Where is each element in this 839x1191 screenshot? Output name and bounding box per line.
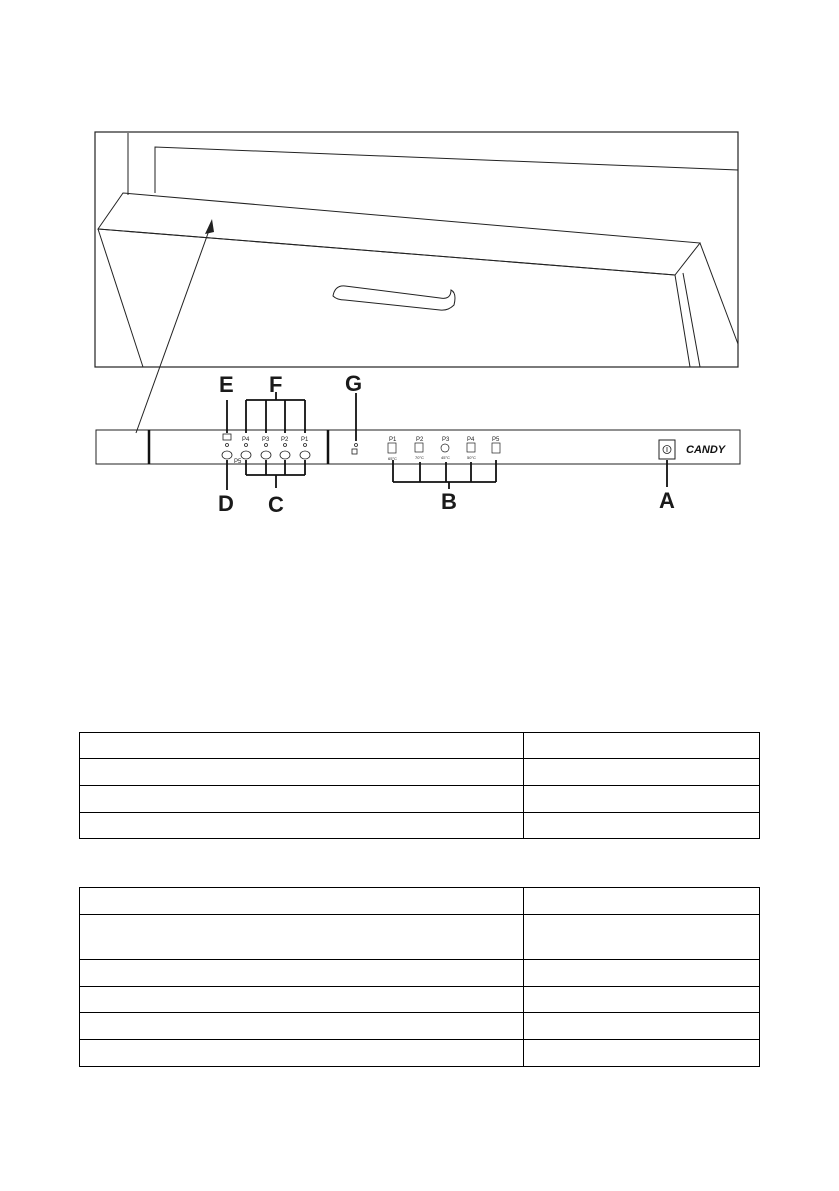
table-row — [80, 960, 760, 987]
control-panel — [96, 430, 740, 465]
program-1-icon — [388, 443, 396, 453]
label-p5: P5 — [234, 459, 242, 465]
program-label-p3: P3 — [442, 437, 450, 443]
program-3-icon — [441, 444, 449, 452]
program-temp-p4: 50°C — [467, 455, 476, 460]
table-row — [80, 759, 760, 786]
table-row — [80, 813, 760, 839]
table-cell — [80, 733, 524, 759]
label-p3: P3 — [262, 437, 270, 443]
table-row — [80, 786, 760, 813]
program-temp-p1: 65°C — [388, 456, 397, 461]
program-4-icon — [467, 443, 475, 452]
program-2-icon — [415, 443, 423, 452]
table-cell — [524, 987, 760, 1013]
dishwasher-diagram — [0, 0, 839, 560]
callout-b: B — [441, 489, 457, 514]
program-temp-p2: 70°C — [415, 455, 424, 460]
table-cell — [524, 1013, 760, 1040]
table-row — [80, 915, 760, 960]
empty-table-2 — [79, 887, 760, 1067]
button-p3[interactable] — [261, 451, 271, 459]
program-5-icon — [492, 443, 500, 453]
program-label-p2: P2 — [416, 437, 424, 443]
led-g — [355, 444, 358, 447]
table-cell — [80, 960, 524, 987]
table-row — [80, 733, 760, 759]
table-cell — [80, 888, 524, 915]
program-temp-p3: 45°C — [441, 455, 450, 460]
button-d[interactable] — [222, 451, 232, 459]
table-cell — [524, 759, 760, 786]
salt-icon — [352, 449, 357, 454]
table-cell — [80, 1040, 524, 1067]
table-cell — [524, 813, 760, 839]
half-load-icon — [223, 434, 231, 440]
button-p1[interactable] — [300, 451, 310, 459]
table-cell — [80, 786, 524, 813]
table-cell — [524, 733, 760, 759]
program-label-p4: P4 — [467, 437, 475, 443]
table-cell — [80, 915, 524, 960]
program-icons — [388, 443, 500, 453]
table-row — [80, 1013, 760, 1040]
table-row — [80, 1040, 760, 1067]
callout-c: C — [268, 492, 284, 517]
label-p1: P1 — [301, 437, 309, 443]
table-cell — [80, 987, 524, 1013]
table-cell — [524, 786, 760, 813]
dishwasher-door-illustration — [95, 132, 738, 433]
empty-table-1 — [79, 732, 760, 839]
led-p3 — [265, 444, 268, 447]
table-cell — [80, 1013, 524, 1040]
callout-d: D — [218, 491, 234, 516]
led-p4 — [245, 444, 248, 447]
button-p4[interactable] — [241, 451, 251, 459]
callout-g: G — [345, 371, 363, 396]
table-cell — [524, 960, 760, 987]
program-label-p1: P1 — [389, 437, 397, 443]
label-p4: P4 — [242, 437, 250, 443]
callout-f: F — [269, 372, 283, 397]
button-p2[interactable] — [280, 451, 290, 459]
led-p1 — [304, 444, 307, 447]
table-row — [80, 987, 760, 1013]
brand-logo: CANDY — [686, 444, 726, 456]
led-e — [226, 444, 229, 447]
table-cell — [80, 759, 524, 786]
table-row — [80, 888, 760, 915]
table-cell — [524, 1040, 760, 1067]
table-cell — [80, 813, 524, 839]
callout-a: A — [659, 488, 675, 513]
pointer-arrowhead — [205, 219, 214, 234]
table-cell — [524, 915, 760, 960]
label-p2: P2 — [281, 437, 289, 443]
led-p2 — [284, 444, 287, 447]
callout-e: E — [219, 372, 234, 397]
table-cell — [524, 888, 760, 915]
program-label-p5: P5 — [492, 437, 500, 443]
